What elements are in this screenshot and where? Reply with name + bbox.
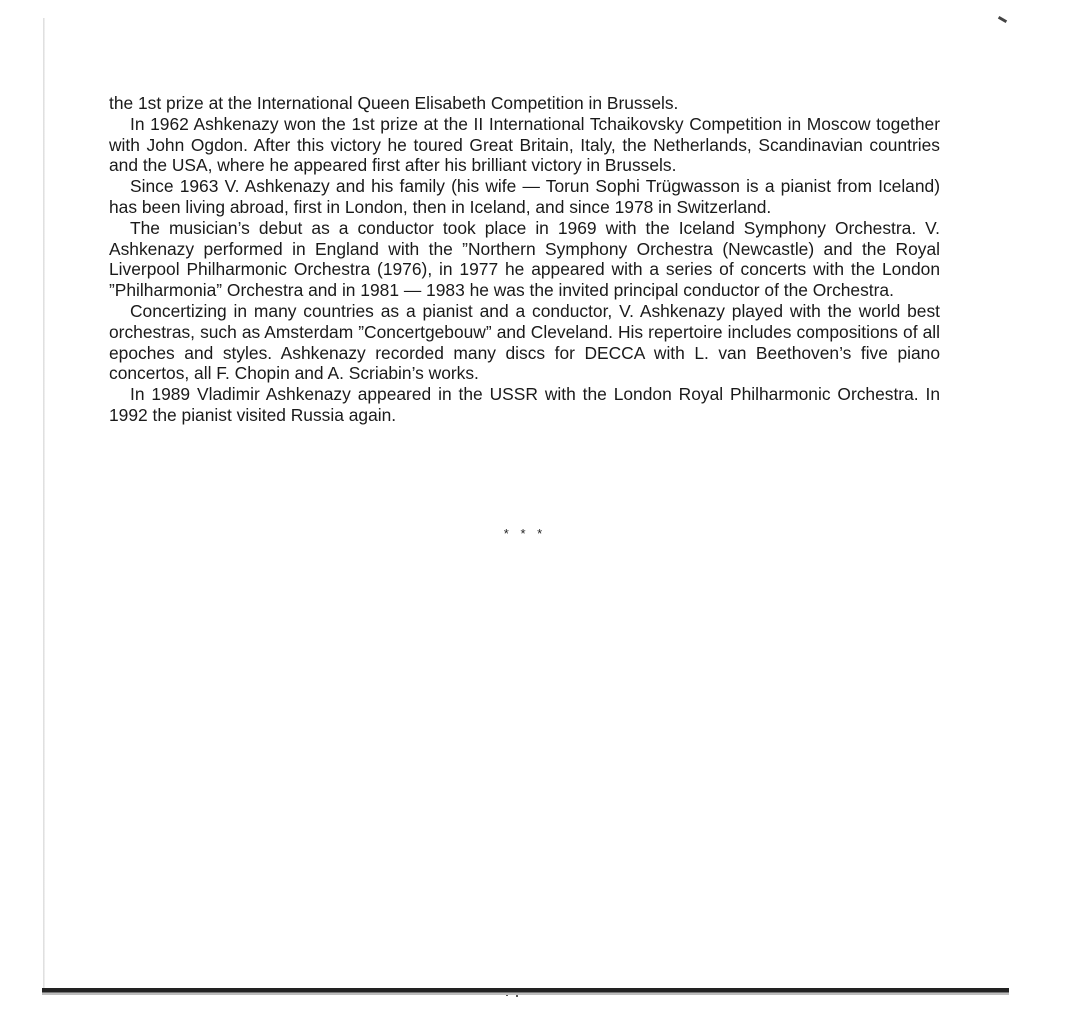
corner-mark xyxy=(998,16,1007,23)
paragraph-concertizing: Concertizing in many countries as a pianist and a conductor, V. Ashkenazy played with the world best orchestras, such as Amsterdam ”Concertgebouw” and Cleveland. His repertoire includes compositions of all epoches and styles. Ashkenazy recorded many discs for DECCA with L. van Beethoven’s five piano concertos, all F. Chopin and A. Scriabin’s works. xyxy=(109,300,940,384)
paragraph-conducting-debut: The musician’s debut as a conductor took place in 1969 with the Iceland Symphony Orchestra. V. Ashkenazy performed in England with the ”Northern Symphony Orchestra (Newcastle) and the Royal Liverpool Philharmonic Orchestra (1976), in 1977 he appeared with a series of concerts with the London ”Philharmonia” Orchestra and in 1981 — 1983 he was the invited principal conductor of the Orchestra. xyxy=(109,217,940,301)
paragraph-ussr-visit: In 1989 Vladimir Ashkenazy appeared in the USSR with the London Royal Philharmonic Orchestra. In 1992 the pianist visited Russia again. xyxy=(109,384,940,425)
paragraph-tchaikovsky-competition: In 1962 Ashkenazy won the 1st prize at the II International Tchaikovsky Competition in Moscow together with John Ogdon. After this victory he toured Great Britain, Italy, the Netherlands, Scandinavian countries and the USA, where he appeared first after his brilliant victory in Brussels. xyxy=(109,113,940,176)
body-text xyxy=(109,93,940,426)
page-bottom-shadow xyxy=(42,993,1009,995)
speck xyxy=(516,995,518,997)
page-left-edge xyxy=(43,18,45,990)
paragraph-continuation: the 1st prize at the International Queen Elisabeth Competition in Brussels. xyxy=(109,93,679,113)
section-separator: * * * xyxy=(503,526,547,541)
paragraph-living-abroad: Since 1963 V. Ashkenazy and his family (his wife — Torun Sophi Trügwasson is a pianist from Iceland) has been living abroad, first in London, then in Iceland, and since 1978 in Switzerland. xyxy=(109,176,940,217)
